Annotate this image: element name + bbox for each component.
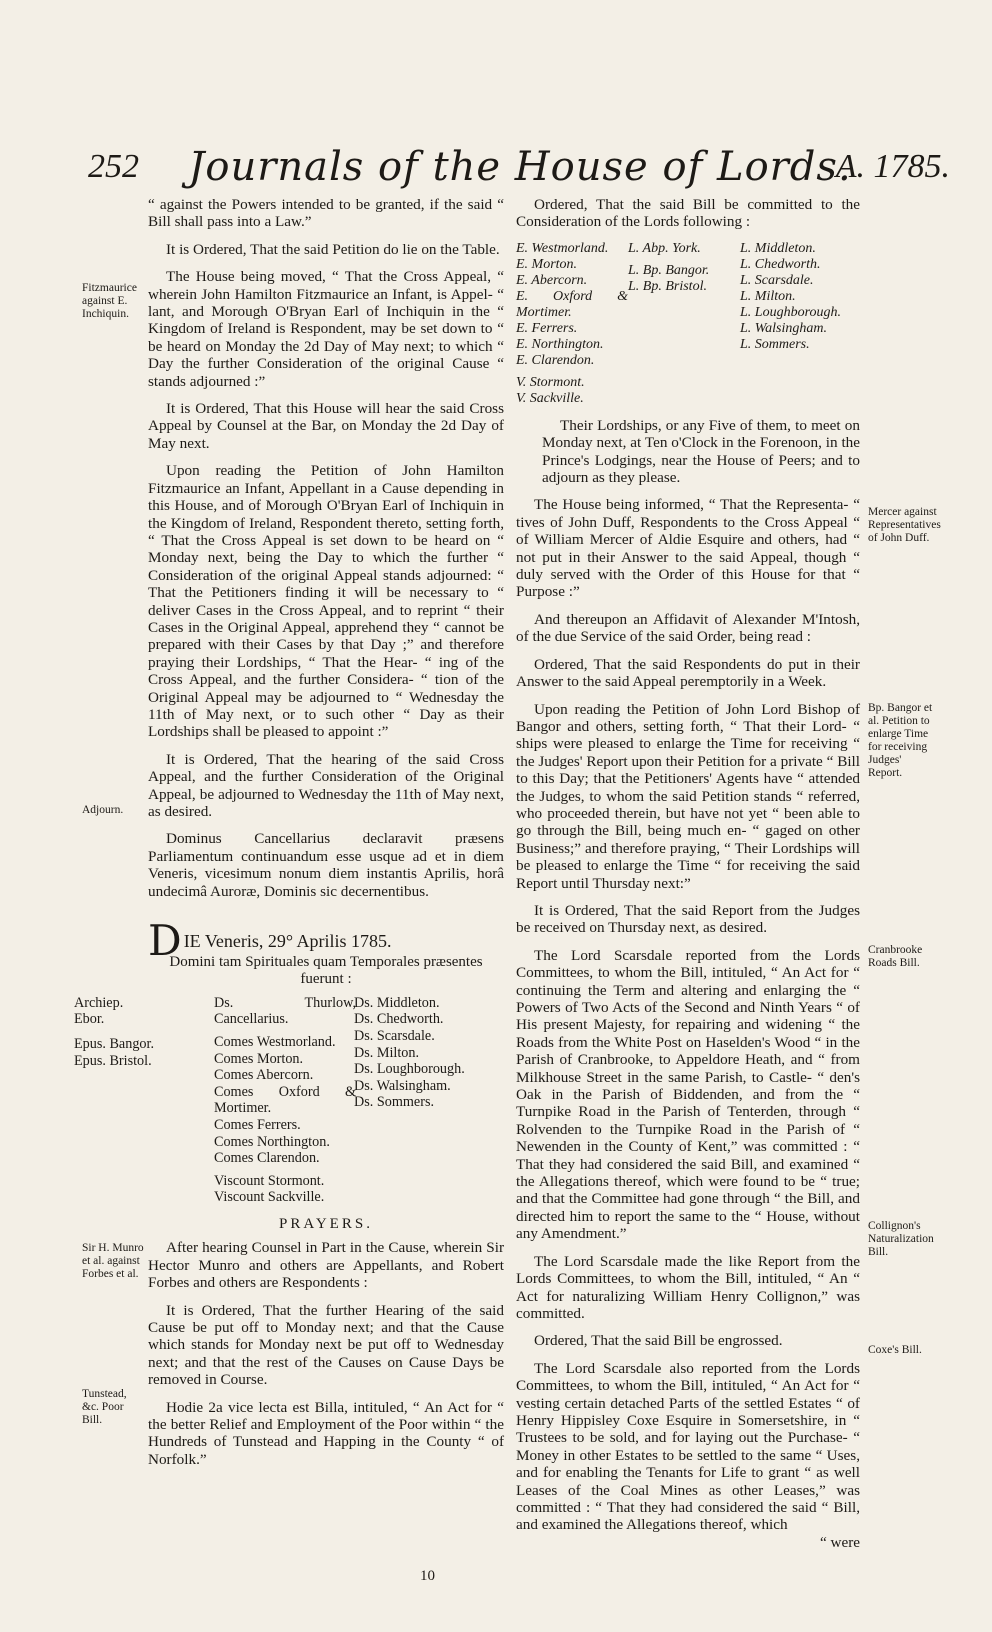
attendee: Comes Westmorland. [214,1034,336,1051]
paragraph: “ against the Powers intended to be granted, if the said “ Bill shall pass into a Law.” [148,196,504,231]
committee-member: L. Milton. [740,288,796,304]
committee-member: L. Chedworth. [740,256,821,272]
margin-note-fitzmaurice: Fitzmaurice against E. Inchiquin. [82,282,137,320]
paragraph: Their Lordships, or any Five of them, to meet on Monday next, at Ten o'Clock in the Forenoon, in the Prince's Lodgings, near the House of Peers; and to adjourn as they please. [542,416,860,487]
attendee: Ds. Loughborough. [354,1061,465,1078]
paragraph: Ordered, That the said Bill be committed to the Consideration of the Lords following : [516,196,860,231]
committee-column-1 [516,241,628,407]
paragraph: The Lord Scarsdale reported from the Lords Committees, to whom the Bill, intituled, “ An Act for “ continuing the Term and altering and enlarging the “ Powers of Two Acts of the Second and Ninth Years “ of His present Majesty, for repairing and widening “ the Roads from the White Post on Haselden's Wood “ in the Parish of Cranbrooke, to Appeldore Heath, and “ from Milkhouse Street in the same Parish, to Castle- “ den's Oak in the Parish of Biddenden, and from the “ Turnpike Road in the Parish of Tenterden, through “ Rolvenden to the Turnpike Road in the Parish of “ Newenden in the County of Kent,” was committed : “ That they had considered the said Bill, and examined “ the Allegations thereof, which were found to be “ true; and that the Committee had gone through “ the Bill, and directed him to report the same to the “ House, without any Amendment.” [516,946,860,1243]
attendee: Viscount Sackville. [214,1189,325,1206]
committee-member: L. Bp. Bangor. [628,262,710,278]
committee-member: E. Morton. [516,256,578,272]
paragraph: Ordered, That the said Bill be engrossed. [534,1332,783,1350]
committee-member: E. Westmorland. [516,240,609,256]
committee-member: L. Sommers. [740,336,810,352]
attendee: Ds. Chedworth. [354,1011,444,1028]
paragraph: The House being informed, “ That the Representa- “ tives of John Duff, Respondents to the Cross Appeal “ of William Mercer of Aldie Esquire and others, had “ not put in their Answer to the said Appeal, though “ duly served with the Order of this House for that “ Purpose :” [516,496,860,601]
signature-mark: 10 [420,1568,435,1584]
attendee: Viscount Stormont. [214,1172,325,1189]
committee-member: V. Sackville. [516,390,584,406]
paragraph: Dominus Cancellarius declaravit præsens Parliamentum continuandum esse usque ad et in diem Veneris, vicesimum nonum diem instantis Aprilis, horâ undecimâ Auroræ, Dominis sic decernentibus. [148,830,504,900]
committee-member: L. Abp. York. [628,240,701,256]
drop-cap: D [148,916,182,966]
paragraph: It is Ordered, That the said Petition do lie on the Table. [166,240,500,258]
margin-note-cranbrooke: Cranbrooke Roads Bill. [868,944,923,969]
committee-member: L. Bp. Bristol. [628,278,707,294]
committee-member: L. Scarsdale. [740,272,814,288]
paragraph: The House being moved, “ That the Cross Appeal, “ wherein John Hamilton Fitzmaurice an Infant, is Appel- “ lant, and Morough O'Bryan Earl of Inchiquin in the “ Kingdom of Ireland is Respondent, may be set down to “ be heard on Monday the 2d Day of May next; to which “ Day the further Consideration of the original Cause “ stands adjourned :” [148,268,504,390]
attendance-column-1 [214,995,356,1206]
paragraph: And thereupon an Affidavit of Alexander M'Intosh, of the due Service of the said Order, being read : [516,610,860,646]
committee-list [516,241,860,407]
page-number: 252 [88,148,139,185]
page-year: A. 1785. [835,148,950,185]
attendee: Ds. Thurlow, Cancellarius. [214,994,356,1028]
margin-note-mercer: Mercer against Representatives of John Duff. [868,506,941,544]
attendee: Ds. Scarsdale. [354,1028,435,1045]
margin-note-coxe: Coxe's Bill. [868,1344,922,1356]
attendee: Comes Ferrers. [214,1117,301,1133]
paragraph: It is Ordered, That this House will hear the said Cross Appeal by Counsel at the Bar, on Monday the 2d Day of May next. [148,400,504,452]
attendee: Ds. Milton. [354,1044,420,1061]
catchword: “ were [819,1533,860,1551]
committee-member: V. Stormont. [516,374,585,390]
paragraph: It is Ordered, That the hearing of the said Cross Appeal, and the further Consideration of the Original Appeal, be adjourned to Wednesday the 11th of May next, as desired. [148,750,504,820]
bishop-entry: Epus. Bangor. [74,1036,154,1053]
paragraph: Ordered, That the said Respondents do put in their Answer to the said Appeal peremptorily in a Week. [516,655,860,691]
attendee: Ds. Sommers. [354,1094,435,1111]
margin-note-tunstead: Tunstead, &c. Poor Bill. [82,1388,127,1426]
attendee: Comes Oxford & Mortimer. [214,1083,356,1117]
paragraph: It is Ordered, That the further Hearing of the said Cause be put off to Monday next; and that the Cause which stands for Monday next be put off to Wednesday next; and that the rest of the Causes on Cause Days be removed in Course. [148,1301,504,1389]
committee-member: E. Abercorn. [516,272,588,288]
attendee: Comes Morton. [214,1050,304,1067]
paragraph: The Lord Scarsdale also reported from the Lords Committees, to whom the Bill, intituled, “ An Act for “ vesting certain detached Parts of the settled Estates “ of Henry Hippisley Coxe Esquire in Somersetshire, in “ Trustees to be sold, and for laying out the Purchase- “ Money in other Estates to be settled to the same “ Uses, and for enabling the Tenants for Life to grant “ as well Leases of the Coal Mines as other Leases,” was committed : “ That they had considered the said “ Bill, and examined the Allegations thereof, which [516,1359,860,1534]
sitting-attendance-caption: Domini tam Spirituales quam Temporales præsentes fuerunt : [169,954,483,988]
page-header [80,140,960,196]
attendee: Ds. Walsingham. [354,1077,451,1094]
attendance-column-2 [354,995,504,1111]
attendance-list [74,994,504,1206]
journal-title: Journals of the House of Lords. [188,144,852,190]
paragraph: Hodie 2a vice lecta est Billa, intituled, “ An Act for “ the better Relief and Employment of the Poor within “ the Hundreds of Tunstead and Happing in the County “ of Norfolk.” [148,1398,504,1468]
committee-member: E. Ferrers. [516,320,578,336]
prayers-heading: PRAYERS. [279,1215,373,1232]
attendee: Comes Northington. [214,1133,330,1150]
committee-member: E. Clarendon. [516,352,595,368]
paragraph: Upon reading the Petition of John Hamilton Fitzmaurice an Infant, Appellant in a Cause depending in this House, and of Morough O'Bryan Earl of Inchiquin in the Kingdom of Ireland, Respondent thereto, setting forth, “ That the Cross Appeal is set down to be heard on “ Monday next, being the Day to which the further “ Consideration of the original Appeal stands adjourned: “ That the Petitioners finding it will be necessary to “ deliver Cases in the Cross Appeal, and to reprint “ their Cases in the Original Appeal, apprehend they “ cannot be prepared with their Cases by that Day ;” and therefore praying their Lordships, “ That the Hear- “ ing of the Cross Appeal, and the further Considera- “ tion of the Original Appeal may be adjourned to “ Wednesday the 11th of May next, or to such other “ Day as their Lordships shall be pleased to appoint :” [148,462,504,741]
margin-note-adjourn: Adjourn. [82,804,124,816]
committee-member: L. Loughborough. [740,304,842,320]
attendee: Comes Abercorn. [214,1067,314,1084]
margin-note-bangor: Bp. Bangor et al. Petition to enlarge Time for receiving Judges' Report. [868,702,933,779]
margin-note-munro: Sir H. Munro et al. against Forbes et al. [82,1242,144,1280]
sitting-heading [148,916,504,989]
committee-member: E. Northington. [516,336,604,352]
bishop-entry: Archiep. Ebor. [74,994,124,1028]
committee-member: L. Walsingham. [740,320,828,336]
paragraph: Upon reading the Petition of John Lord Bishop of Bangor and others, setting forth, “ That their Lord- “ ships were pleased to enlarge the Time for receiving “ the Judges' Report upon their Petition for a private “ Bill to this Day; that the Petitioners' Agents have “ attended the Judges, to whom the said Petition stands “ referred, who proceeded therein, but have not yet “ been able to go through the Bill, being much en- “ gaged on other Business;” and therefore praying, “ Their Lordships will be pleased to enlarge the Time “ for receiving the said Report until Thursday next:” [516,700,860,892]
margin-note-collignon: Collignon's Naturalization Bill. [868,1220,934,1258]
committee-column-3 [740,241,852,407]
attendee: Ds. Middleton. [354,994,440,1011]
paragraph: The Lord Scarsdale made the like Report from the Lords Committees, to whom the Bill, intituled, “ An “ Act for naturalizing William Henry Collignon,” was committed. [516,1252,860,1322]
paragraph: After hearing Counsel in Part in the Cause, wherein Sir Hector Munro and others are Appellants, and Robert Forbes and others are Respondents : [148,1239,504,1292]
attendee: Comes Clarendon. [214,1150,320,1167]
sitting-date: IE Veneris, 29° Aprilis 1785. [183,931,392,952]
paragraph: It is Ordered, That the said Report from the Judges be received on Thursday next, as desired. [516,901,860,937]
committee-column-2 [628,241,740,407]
bishop-entry: Epus. Bristol. [74,1052,152,1069]
committee-member: E. Oxford & Mortimer. [516,288,628,320]
committee-member: L. Middleton. [740,240,816,256]
right-column [516,196,860,1551]
bishops-list [74,995,154,1069]
